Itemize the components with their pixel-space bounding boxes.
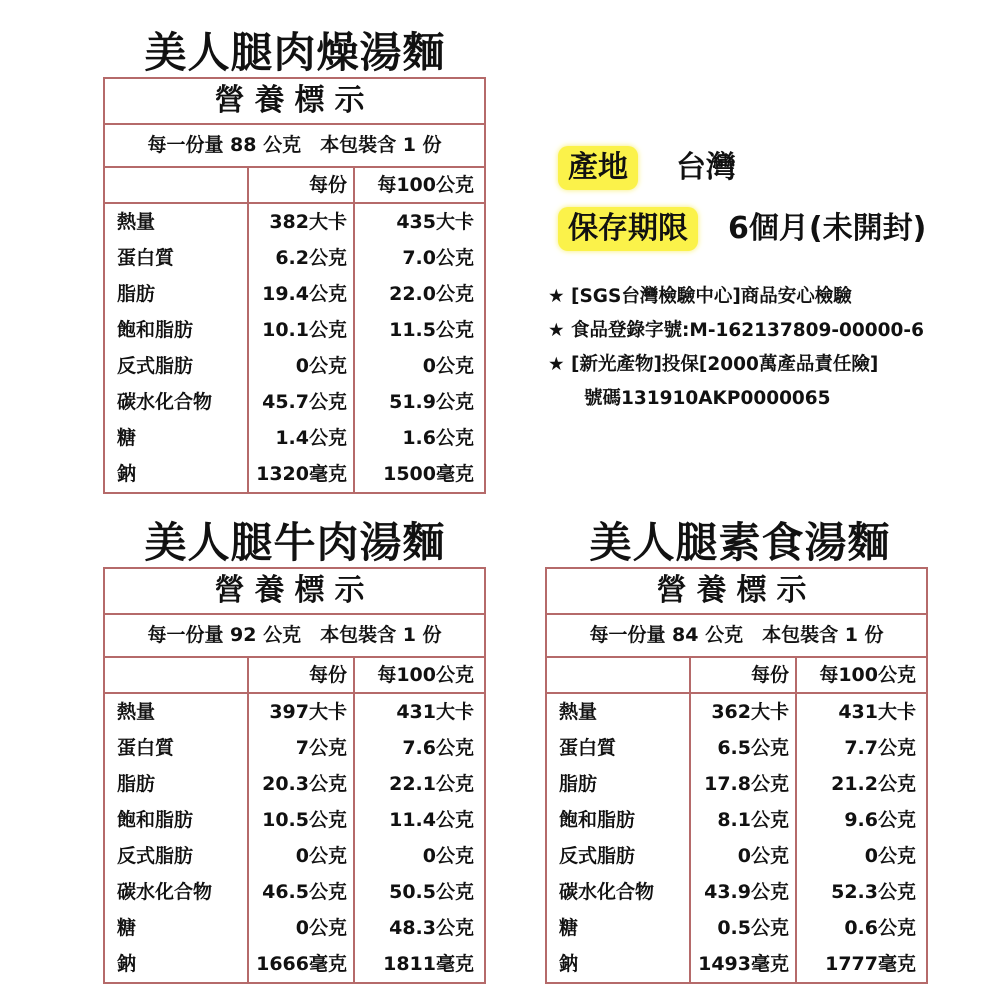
per-100g-value: 11.5公克 (389, 319, 474, 341)
nutrient-name: 糖 (559, 917, 579, 939)
per-100g-value: 11.4公克 (389, 809, 474, 831)
per-100g-value: 1500毫克 (383, 463, 474, 485)
nutrient-name: 鈉 (117, 953, 137, 975)
product-title: 美人腿肉燥湯麵 (144, 28, 446, 77)
per-serving-value: 382大卡 (247, 204, 355, 240)
per-serving-value: 6.5公克 (689, 730, 797, 766)
header-per-100g: 每100公克 (355, 168, 484, 204)
per-100g-value: 431大卡 (396, 701, 474, 723)
per-serving-value: 43.9公克 (689, 874, 797, 910)
per-serving-value: 0公克 (689, 838, 797, 874)
per-serving-value: 397大卡 (247, 694, 355, 730)
shelf-life-value: 6個月(未開封) (728, 211, 927, 246)
per-serving-value: 17.8公克 (689, 766, 797, 802)
nutrition-label-title: 營養標示 (547, 569, 926, 615)
product-title: 美人腿素食湯麵 (589, 518, 891, 567)
per-100g-value: 1811毫克 (383, 953, 474, 975)
per-100g-value: 7.6公克 (402, 737, 474, 759)
per-serving-value: 1666毫克 (247, 946, 355, 982)
per-100g-value: 7.0公克 (402, 247, 474, 269)
serving-info: 每一份量 92 公克 本包裝含 1 份 (105, 615, 484, 658)
header-per-100g: 每100公克 (355, 658, 484, 694)
per-serving-value: 20.3公克 (247, 766, 355, 802)
note-insurance: ★ [新光產物]投保[2000萬產品責任險] (548, 354, 879, 375)
per-serving-value: 1320毫克 (247, 456, 355, 492)
nutrient-name: 熱量 (117, 701, 156, 723)
per-serving-value: 0公克 (247, 838, 355, 874)
per-serving-value: 1.4公克 (247, 420, 355, 456)
header-per-serving: 每份 (247, 658, 355, 694)
per-serving-value: 0公克 (247, 348, 355, 384)
note-sgs: ★ [SGS台灣檢驗中心]商品安心檢驗 (548, 286, 852, 307)
nutrient-name: 飽和脂肪 (117, 809, 194, 831)
per-serving-value: 10.5公克 (247, 802, 355, 838)
nutrient-name: 脂肪 (117, 773, 156, 795)
nutrient-name: 碳水化合物 (117, 881, 213, 903)
serving-info: 每一份量 88 公克 本包裝含 1 份 (105, 125, 484, 168)
per-100g-value: 0公克 (422, 355, 474, 377)
nutrient-name: 蛋白質 (117, 247, 175, 269)
header-per-100g: 每100公克 (797, 658, 926, 694)
per-100g-value: 1777毫克 (825, 953, 916, 975)
per-100g-value: 0公克 (864, 845, 916, 867)
per-serving-value: 6.2公克 (247, 240, 355, 276)
note-policy-number: 號碼131910AKP0000065 (584, 388, 831, 409)
per-serving-value: 8.1公克 (689, 802, 797, 838)
per-100g-value: 7.7公克 (844, 737, 916, 759)
per-serving-value: 7公克 (247, 730, 355, 766)
nutrient-name: 蛋白質 (559, 737, 617, 759)
nutrient-name: 反式脂肪 (559, 845, 636, 867)
nutrient-name: 碳水化合物 (559, 881, 655, 903)
per-serving-value: 45.7公克 (247, 384, 355, 420)
per-serving-value: 0.5公克 (689, 910, 797, 946)
per-100g-value: 50.5公克 (389, 881, 474, 903)
header-blank (105, 168, 247, 204)
per-100g-value: 1.6公克 (402, 427, 474, 449)
origin-label: 產地 (558, 146, 638, 190)
nutrient-name: 糖 (117, 917, 137, 939)
per-100g-value: 435大卡 (396, 211, 474, 233)
per-serving-value: 0公克 (247, 910, 355, 946)
per-serving-value: 10.1公克 (247, 312, 355, 348)
note-registration: ★ 食品登錄字號:M-162137809-00000-6 (548, 320, 924, 341)
per-100g-value: 0公克 (422, 845, 474, 867)
nutrient-name: 飽和脂肪 (117, 319, 194, 341)
nutrition-label (545, 567, 928, 984)
header-per-serving: 每份 (247, 168, 355, 204)
nutrition-label (103, 77, 486, 494)
nutrient-name: 糖 (117, 427, 137, 449)
nutrient-name: 鈉 (117, 463, 137, 485)
per-100g-value: 52.3公克 (831, 881, 916, 903)
per-100g-value: 0.6公克 (844, 917, 916, 939)
nutrient-name: 脂肪 (117, 283, 156, 305)
nutrient-name: 熱量 (559, 701, 598, 723)
per-100g-value: 22.1公克 (389, 773, 474, 795)
nutrition-table (105, 658, 484, 982)
per-serving-value: 19.4公克 (247, 276, 355, 312)
per-100g-value: 21.2公克 (831, 773, 916, 795)
nutrient-name: 反式脂肪 (117, 355, 194, 377)
nutrient-name: 反式脂肪 (117, 845, 194, 867)
nutrient-name: 蛋白質 (117, 737, 175, 759)
header-blank (105, 658, 247, 694)
per-serving-value: 1493毫克 (689, 946, 797, 982)
product-title: 美人腿牛肉湯麵 (144, 518, 446, 567)
per-serving-value: 46.5公克 (247, 874, 355, 910)
origin-value: 台灣 (676, 150, 736, 185)
serving-info: 每一份量 84 公克 本包裝含 1 份 (547, 615, 926, 658)
per-100g-value: 22.0公克 (389, 283, 474, 305)
header-per-serving: 每份 (689, 658, 797, 694)
nutrition-label (103, 567, 486, 984)
nutrition-table (105, 168, 484, 492)
shelf-life-label: 保存期限 (558, 207, 698, 251)
per-serving-value: 362大卡 (689, 694, 797, 730)
per-100g-value: 48.3公克 (389, 917, 474, 939)
nutrient-name: 熱量 (117, 211, 156, 233)
nutrition-label-title: 營養標示 (105, 569, 484, 615)
nutrient-name: 鈉 (559, 953, 579, 975)
header-blank (547, 658, 689, 694)
nutrition-table (547, 658, 926, 982)
nutrient-name: 飽和脂肪 (559, 809, 636, 831)
per-100g-value: 431大卡 (838, 701, 916, 723)
per-100g-value: 51.9公克 (389, 391, 474, 413)
nutrient-name: 脂肪 (559, 773, 598, 795)
nutrition-label-title: 營養標示 (105, 79, 484, 125)
per-100g-value: 9.6公克 (844, 809, 916, 831)
nutrient-name: 碳水化合物 (117, 391, 213, 413)
